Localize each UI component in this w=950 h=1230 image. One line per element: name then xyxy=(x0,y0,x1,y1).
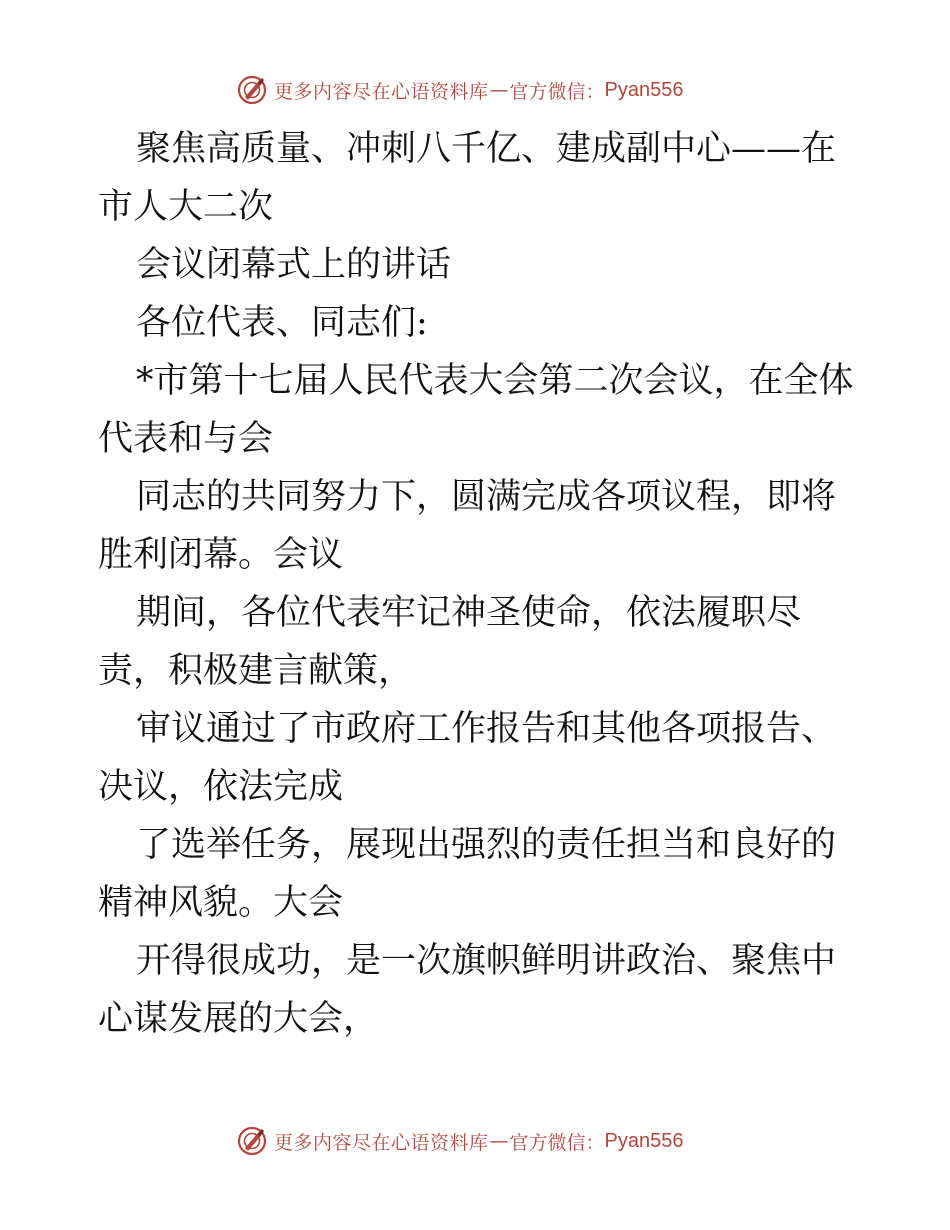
paragraph: 同志的共同努力下，圆满完成各项议程，即将胜利闭幕。会议 xyxy=(98,477,837,575)
paragraph: 会议闭幕式上的讲话 xyxy=(136,245,452,285)
banner-text: 更多内容尽在心语资料库 xyxy=(274,1131,489,1154)
banner-wechat-id: Pyan556 xyxy=(604,1129,684,1152)
document-body xyxy=(98,120,858,1048)
paragraph: 了选举任务，展现出强烈的责任担当和良好的精神风貌。大会 xyxy=(98,825,837,923)
banner-text: 更多内容尽在心语资料库 xyxy=(274,80,489,103)
banner-wechat-label: 官方微信： xyxy=(509,1131,605,1154)
paragraph: 各位代表、同志们: xyxy=(136,303,428,343)
paragraph: 期间，各位代表牢记神圣使命，依法履职尽责，积极建言献策， xyxy=(98,593,802,691)
header-banner xyxy=(236,73,684,107)
paragraph: 聚焦高质量、冲刺八千亿、建成副中心——在市人大二次 xyxy=(98,129,837,227)
library-logo-icon xyxy=(236,1125,268,1157)
banner-separator: — xyxy=(489,79,509,101)
paragraph: 开得很成功，是一次旗帜鲜明讲政治、聚焦中心谋发展的大会， xyxy=(98,941,837,1039)
library-logo-icon xyxy=(236,74,268,106)
paragraph: *市第十七届人民代表大会第二次会议，在全体代表和与会 xyxy=(98,361,854,459)
banner-separator: — xyxy=(489,1130,509,1152)
banner-wechat-label: 官方微信： xyxy=(509,80,605,103)
banner-wechat-id: Pyan556 xyxy=(604,78,684,101)
footer-banner xyxy=(236,1124,684,1158)
paragraph: 审议通过了市政府工作报告和其他各项报告、决议，依法完成 xyxy=(98,709,837,807)
